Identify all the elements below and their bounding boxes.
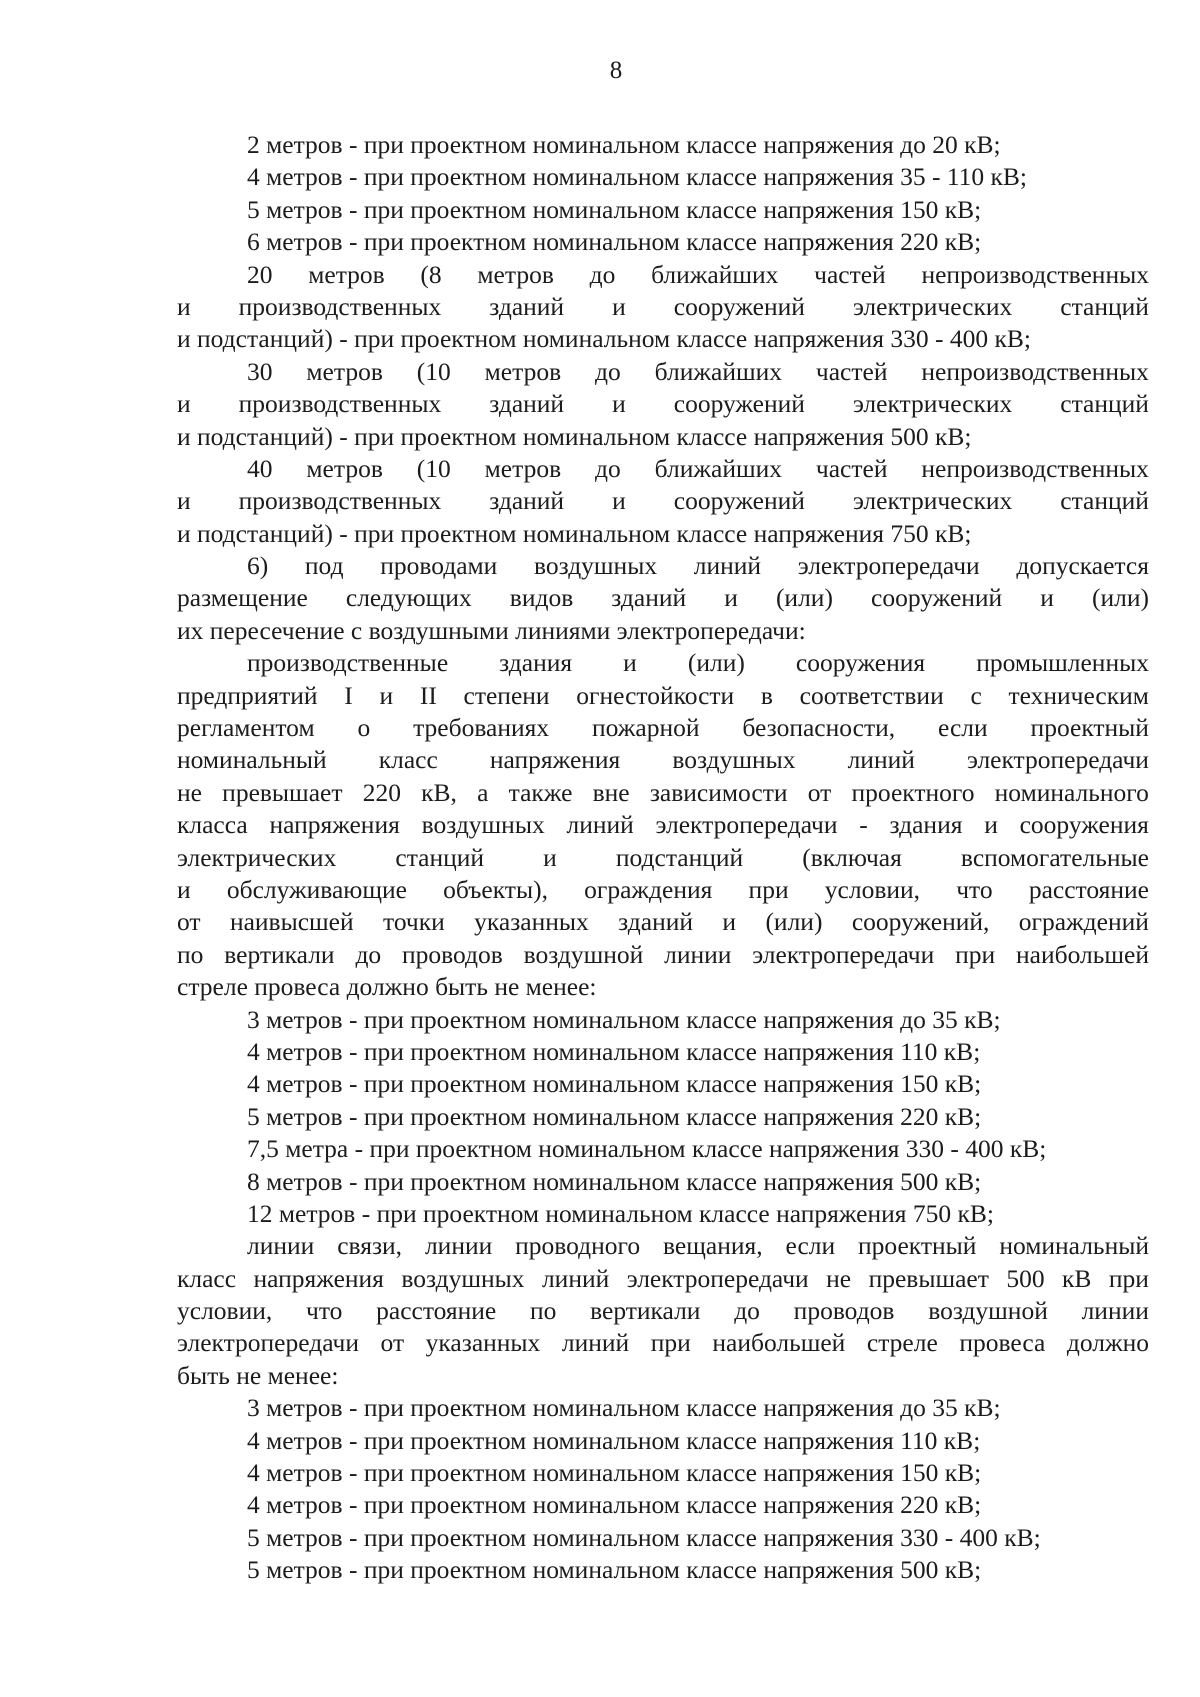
- text-line: класса напряжения воздушных линий электропередачи - здания и сооружения: [177, 810, 1149, 840]
- text-line: 12 метров - при проектном номинальном классе напряжения 750 кВ;: [247, 1198, 994, 1228]
- page-number: 8: [609, 57, 623, 84]
- text-line: 7,5 метра - при проектном номинальном классе напряжения 330 - 400 кВ;: [247, 1134, 1047, 1164]
- text-line: электрических станций и подстанций (включая вспомогательные: [177, 842, 1149, 872]
- text-line: 5 метров - при проектном номинальном классе напряжения 150 кВ;: [247, 194, 982, 224]
- text-line: линии связи, линии проводного вещания, если проектный номинальный: [247, 1231, 1149, 1261]
- text-line: от наивысшей точки указанных зданий и (или) сооружений, ограждений: [177, 907, 1149, 937]
- text-line: 40 метров (10 метров до ближайших частей непроизводственных: [247, 453, 1149, 483]
- text-line: 3 метров - при проектном номинальном классе напряжения до 35 кВ;: [247, 1004, 1001, 1034]
- text-line: размещение следующих видов зданий и (или) сооружений и (или): [177, 583, 1149, 613]
- text-line: 20 метров (8 метров до ближайших частей непроизводственных: [247, 259, 1149, 289]
- text-line: 5 метров - при проектном номинальном классе напряжения 220 кВ;: [247, 1101, 982, 1131]
- text-line: 4 метров - при проектном номинальном классе напряжения 110 кВ;: [247, 1425, 981, 1455]
- text-line: 4 метров - при проектном номинальном классе напряжения 150 кВ;: [247, 1069, 982, 1099]
- text-line: условии, что расстояние по вертикали до проводов воздушной линии: [177, 1296, 1149, 1326]
- text-line: и подстанций) - при проектном номинальном классе напряжения 750 кВ;: [177, 518, 972, 548]
- text-line: их пересечение с воздушными линиями электропередачи:: [177, 615, 806, 645]
- text-line: 6 метров - при проектном номинальном классе напряжения 220 кВ;: [247, 227, 982, 257]
- text-line: стреле провеса должно быть не менее:: [177, 972, 597, 1002]
- text-line: 5 метров - при проектном номинальном классе напряжения 330 - 400 кВ;: [247, 1522, 1041, 1552]
- text-line: электропередачи от указанных линий при наибольшей стреле провеса должно: [177, 1328, 1149, 1358]
- text-line: номинальный класс напряжения воздушных линий электропередачи: [177, 745, 1149, 775]
- text-line: и подстанций) - при проектном номинальном классе напряжения 330 - 400 кВ;: [177, 324, 1031, 354]
- text-line: 3 метров - при проектном номинальном классе напряжения до 35 кВ;: [247, 1393, 1001, 1423]
- text-line: и подстанций) - при проектном номинальном классе напряжения 500 кВ;: [177, 421, 972, 451]
- text-line: и производственных зданий и сооружений электрических станций: [177, 486, 1149, 516]
- text-line: класс напряжения воздушных линий электропередачи не превышает 500 кВ при: [177, 1263, 1149, 1293]
- text-line: и производственных зданий и сооружений электрических станций: [177, 389, 1149, 419]
- text-line: и производственных зданий и сооружений электрических станций: [177, 291, 1149, 321]
- text-line: 4 метров - при проектном номинальном классе напряжения 35 - 110 кВ;: [247, 162, 1028, 192]
- text-line: 8 метров - при проектном номинальном классе напряжения 500 кВ;: [247, 1166, 982, 1196]
- text-line: 4 метров - при проектном номинальном классе напряжения 110 кВ;: [247, 1036, 981, 1066]
- text-line: по вертикали до проводов воздушной линии электропередачи при наибольшей: [177, 939, 1149, 969]
- text-line: 4 метров - при проектном номинальном классе напряжения 150 кВ;: [247, 1458, 982, 1488]
- text-line: 6) под проводами воздушных линий электропередачи допускается: [247, 551, 1149, 581]
- text-line: 30 метров (10 метров до ближайших частей непроизводственных: [247, 356, 1149, 386]
- text-line: не превышает 220 кВ, а также вне зависимости от проектного номинального: [177, 777, 1149, 807]
- text-line: и обслуживающие объекты), ограждения при условии, что расстояние: [177, 874, 1149, 904]
- text-line: регламентом о требованиях пожарной безопасности, если проектный: [177, 713, 1149, 743]
- text-line: 5 метров - при проектном номинальном классе напряжения 500 кВ;: [247, 1555, 982, 1585]
- document-body: [177, 129, 1149, 1587]
- text-line: быть не менее:: [177, 1360, 339, 1390]
- text-line: производственные здания и (или) сооружения промышленных: [247, 648, 1149, 678]
- text-line: 4 метров - при проектном номинальном классе напряжения 220 кВ;: [247, 1490, 982, 1520]
- text-line: 2 метров - при проектном номинальном классе напряжения до 20 кВ;: [247, 130, 1001, 159]
- text-line: предприятий I и II степени огнестойкости в соответствии с техническим: [177, 680, 1149, 710]
